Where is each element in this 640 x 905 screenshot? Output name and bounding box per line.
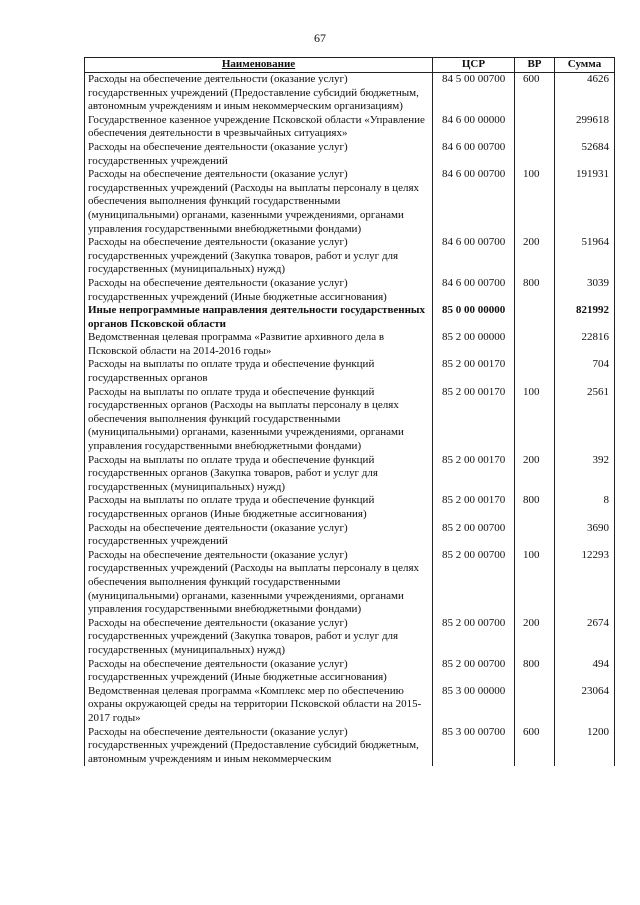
cell-csr: 84 6 00 00700 bbox=[433, 168, 515, 236]
cell-name: Расходы на обеспечение деятельности (оказание услуг) государственных учреждений (Предоставление субсидий бюджетным, автономным учреждениям и иным некоммерческим bbox=[85, 726, 433, 767]
cell-csr: 84 6 00 00700 bbox=[433, 236, 515, 277]
table-row bbox=[85, 522, 615, 549]
table-row bbox=[85, 454, 615, 495]
cell-vr bbox=[515, 685, 555, 726]
cell-csr: 84 6 00 00000 bbox=[433, 114, 515, 141]
table-row bbox=[85, 386, 615, 454]
cell-vr bbox=[515, 141, 555, 168]
cell-name: Расходы на обеспечение деятельности (оказание услуг) государственных учреждений bbox=[85, 522, 433, 549]
cell-name: Ведомственная целевая программа «Комплекс мер по обеспечению охраны окружающей среды на территории Псковской области на 2015-2017 годы» bbox=[85, 685, 433, 726]
cell-name: Ведомственная целевая программа «Развитие архивного дела в Псковской области на 2014-2016 годы» bbox=[85, 331, 433, 358]
column-header-sum: Сумма bbox=[555, 58, 615, 73]
table-body bbox=[85, 73, 615, 767]
cell-csr: 84 5 00 00700 bbox=[433, 73, 515, 114]
table-header-row bbox=[85, 58, 615, 73]
cell-csr: 85 2 00 00700 bbox=[433, 549, 515, 617]
cell-vr: 800 bbox=[515, 277, 555, 304]
table-row bbox=[85, 358, 615, 385]
cell-name: Иные непрограммные направления деятельности государственных органов Псковской области bbox=[85, 304, 433, 331]
cell-name: Расходы на обеспечение деятельности (оказание услуг) государственных учреждений (Предоставление субсидий бюджетным, автономным учреждениям и иным некоммерческим организациям) bbox=[85, 73, 433, 114]
cell-csr: 85 0 00 00000 bbox=[433, 304, 515, 331]
cell-sum: 2674 bbox=[555, 617, 615, 658]
cell-sum: 494 bbox=[555, 658, 615, 685]
cell-csr: 84 6 00 00700 bbox=[433, 141, 515, 168]
cell-vr: 600 bbox=[515, 73, 555, 114]
column-header-csr: ЦСР bbox=[433, 58, 515, 73]
cell-sum: 1200 bbox=[555, 726, 615, 767]
budget-table bbox=[84, 57, 615, 766]
cell-name: Расходы на выплаты по оплате труда и обеспечение функций государственных органов (Иные бюджетные ассигнования) bbox=[85, 494, 433, 521]
table-row bbox=[85, 236, 615, 277]
cell-name: Расходы на обеспечение деятельности (оказание услуг) государственных учреждений (Закупка товаров, работ и услуг для государственных (муниципальных) нужд) bbox=[85, 236, 433, 277]
table-row bbox=[85, 114, 615, 141]
cell-sum: 3039 bbox=[555, 277, 615, 304]
cell-vr: 200 bbox=[515, 617, 555, 658]
cell-vr: 100 bbox=[515, 168, 555, 236]
cell-vr bbox=[515, 304, 555, 331]
cell-csr: 85 2 00 00000 bbox=[433, 331, 515, 358]
table-row bbox=[85, 549, 615, 617]
cell-vr bbox=[515, 114, 555, 141]
cell-sum: 52684 bbox=[555, 141, 615, 168]
table-row bbox=[85, 726, 615, 767]
cell-sum: 2561 bbox=[555, 386, 615, 454]
cell-name: Расходы на обеспечение деятельности (оказание услуг) государственных учреждений (Иные бюджетные ассигнования) bbox=[85, 658, 433, 685]
cell-name: Расходы на выплаты по оплате труда и обеспечение функций государственных органов (Расходы на выплаты персоналу в целях обеспечения выполнения функций государственными (муниципальными) органами, казенными учреждениями, органами управления государственными внебюджетными фондами) bbox=[85, 386, 433, 454]
cell-vr: 200 bbox=[515, 236, 555, 277]
cell-vr: 200 bbox=[515, 454, 555, 495]
table-row bbox=[85, 685, 615, 726]
cell-csr: 85 2 00 00170 bbox=[433, 494, 515, 521]
cell-vr: 100 bbox=[515, 549, 555, 617]
table-row bbox=[85, 73, 615, 114]
table-row bbox=[85, 494, 615, 521]
cell-vr: 600 bbox=[515, 726, 555, 767]
cell-name: Расходы на обеспечение деятельности (оказание услуг) государственных учреждений (Расходы на выплаты персоналу в целях обеспечения выполнения функций государственными (муниципальными) органами, казенными учреждениями, органами управления государственными внебюджетными фондами) bbox=[85, 549, 433, 617]
cell-vr bbox=[515, 522, 555, 549]
cell-csr: 85 3 00 00700 bbox=[433, 726, 515, 767]
page-number: 67 bbox=[314, 31, 326, 45]
cell-sum: 821992 bbox=[555, 304, 615, 331]
cell-csr: 85 3 00 00000 bbox=[433, 685, 515, 726]
cell-sum: 4626 bbox=[555, 73, 615, 114]
cell-sum: 12293 bbox=[555, 549, 615, 617]
table-row bbox=[85, 168, 615, 236]
cell-csr: 85 2 00 00700 bbox=[433, 617, 515, 658]
cell-csr: 85 2 00 00170 bbox=[433, 454, 515, 495]
cell-vr: 800 bbox=[515, 494, 555, 521]
cell-csr: 85 2 00 00700 bbox=[433, 522, 515, 549]
cell-name: Расходы на выплаты по оплате труда и обеспечение функций государственных органов bbox=[85, 358, 433, 385]
cell-csr: 85 2 00 00170 bbox=[433, 358, 515, 385]
cell-sum: 191931 bbox=[555, 168, 615, 236]
cell-csr: 85 2 00 00700 bbox=[433, 658, 515, 685]
table-row bbox=[85, 331, 615, 358]
cell-sum: 704 bbox=[555, 358, 615, 385]
cell-sum: 23064 bbox=[555, 685, 615, 726]
cell-sum: 3690 bbox=[555, 522, 615, 549]
table-row bbox=[85, 141, 615, 168]
cell-sum: 22816 bbox=[555, 331, 615, 358]
cell-name: Расходы на обеспечение деятельности (оказание услуг) государственных учреждений bbox=[85, 141, 433, 168]
cell-sum: 51964 bbox=[555, 236, 615, 277]
cell-csr: 84 6 00 00700 bbox=[433, 277, 515, 304]
cell-name: Расходы на обеспечение деятельности (оказание услуг) государственных учреждений (Закупка товаров, работ и услуг для государственных (муниципальных) нужд) bbox=[85, 617, 433, 658]
cell-name: Расходы на выплаты по оплате труда и обеспечение функций государственных органов (Закупка товаров, работ и услуг для государственных (муниципальных) нужд) bbox=[85, 454, 433, 495]
table-row bbox=[85, 617, 615, 658]
table-row bbox=[85, 658, 615, 685]
cell-sum: 299618 bbox=[555, 114, 615, 141]
table-row bbox=[85, 277, 615, 304]
cell-vr bbox=[515, 358, 555, 385]
cell-name: Расходы на обеспечение деятельности (оказание услуг) государственных учреждений (Иные бюджетные ассигнования) bbox=[85, 277, 433, 304]
cell-csr: 85 2 00 00170 bbox=[433, 386, 515, 454]
cell-sum: 392 bbox=[555, 454, 615, 495]
cell-vr: 800 bbox=[515, 658, 555, 685]
cell-name: Государственное казенное учреждение Псковской области «Управление обеспечения деятельности в чрезвычайных ситуациях» bbox=[85, 114, 433, 141]
cell-vr bbox=[515, 331, 555, 358]
column-header-name: Наименование bbox=[85, 58, 433, 73]
column-header-vr: ВР bbox=[515, 58, 555, 73]
cell-vr: 100 bbox=[515, 386, 555, 454]
table-row bbox=[85, 304, 615, 331]
cell-name: Расходы на обеспечение деятельности (оказание услуг) государственных учреждений (Расходы на выплаты персоналу в целях обеспечения выполнения функций государственными (муниципальными) органами, казенными учреждениями, органами управления государственными внебюджетными фондами) bbox=[85, 168, 433, 236]
cell-sum: 8 bbox=[555, 494, 615, 521]
